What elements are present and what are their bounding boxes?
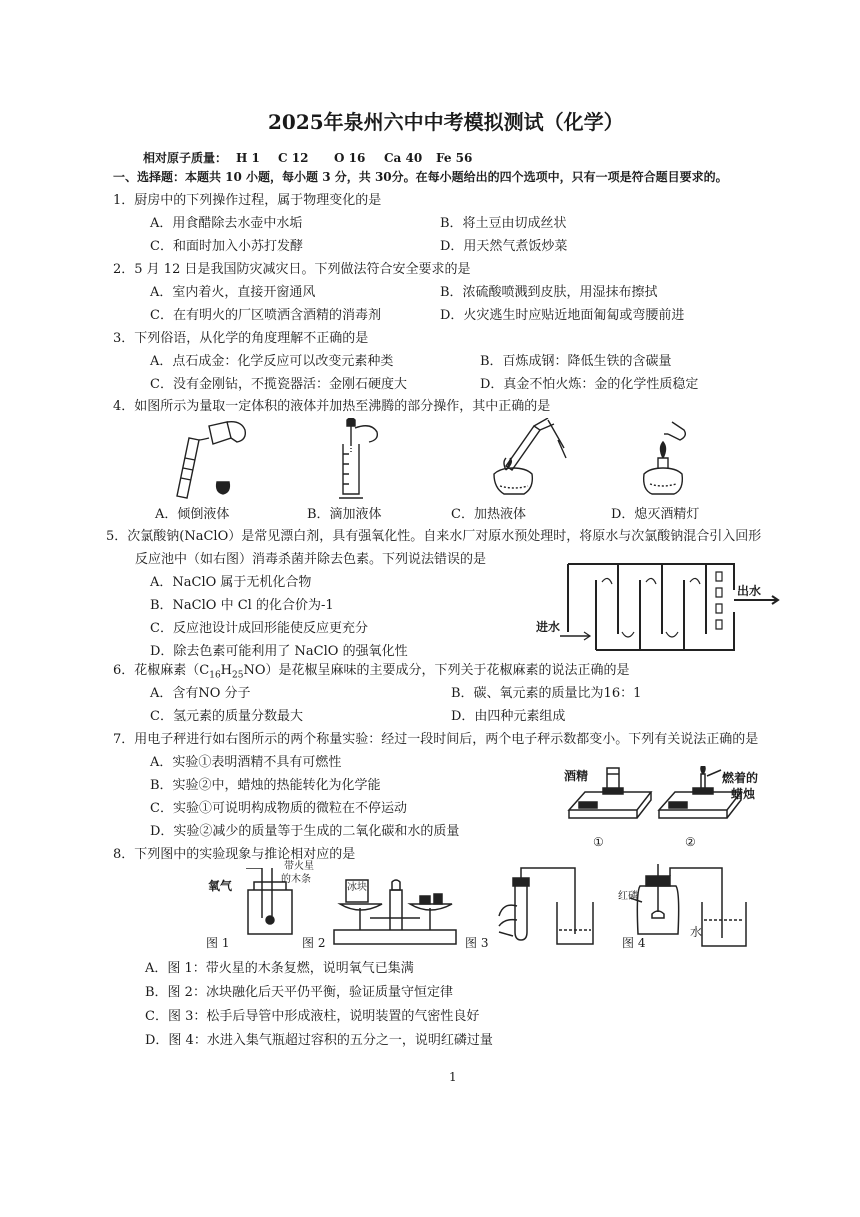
q7-stem: 7．用电子秤进行如右图所示的两个称量实验：经过一段时间后，两个电子秤示数都变小。下列有关说法正确的是 (113, 732, 759, 747)
q3-option-a: A．点石成金：化学反应可以改变元素种类 (150, 354, 394, 369)
q8-option-d: D．图 4：水进入集气瓶超过容积的五分之一，说明红磷过量 (145, 1033, 493, 1048)
page-title: 2025年泉州六中中考模拟测试（化学） (268, 110, 624, 134)
q7-option-a: A．实验①表明酒精不具有可燃性 (150, 755, 342, 770)
q8-fig2-label: 图 2 (302, 936, 326, 950)
q7-fig-alcohol-label: 酒精 (564, 769, 589, 783)
q4-option-d: D．熄灭酒精灯 (611, 507, 700, 522)
q4-option-a: A．倾倒液体 (155, 507, 230, 522)
q7-option-b: B．实验②中，蜡烛的热能转化为化学能 (150, 778, 381, 793)
q5-stem-continued: 反应池中（如右图）消毒杀菌并除去色素。下列说法错误的是 (135, 552, 487, 567)
q2-option-b: B．浓硫酸喷溅到皮肤，用湿抹布擦拭 (440, 285, 658, 300)
q4-stem: 4．如图所示为量取一定体积的液体并加热至沸腾的部分操作，其中正确的是 (113, 399, 551, 414)
q6-sub-h: 25 (232, 670, 244, 681)
q6-stem-post: NO）是花椒呈麻味的主要成分，下列关于花椒麻素的说法正确的是 (243, 663, 630, 678)
q7-fig-number-2: ② (685, 835, 696, 849)
q6-sub-c: 16 (209, 670, 221, 681)
q4-figure-pouring (165, 418, 255, 500)
q8-fig1-oxygen-label: 氧气 (208, 879, 233, 893)
q3-option-d: D．真金不怕火炼：金的化学性质稳定 (480, 377, 699, 392)
section-heading: 一、选择题：本题共 10 小题，每小题 3 分，共 30分。在每小题给出的四个选项中，只有一项是符合题目要求的。 (113, 170, 728, 184)
q4-option-c: C．加热液体 (451, 507, 526, 522)
q5-option-b: B．NaClO 中 Cl 的化合价为-1 (150, 598, 334, 613)
q8-figure-3-airtightness (495, 866, 595, 946)
q8-option-c: C．图 3：松手后导管中形成液柱，说明装置的气密性良好 (145, 1009, 480, 1024)
q5-option-d: D．除去色素可能利用了 NaClO 的强氧化性 (150, 644, 408, 659)
q5-reaction-tank-diagram (560, 562, 780, 654)
q5-option-c: C．反应池设计成回形能使反应更充分 (150, 621, 368, 636)
q1-option-d: D．用天然气煮饭炒菜 (440, 239, 568, 254)
q1-option-b: B．将土豆由切成丝状 (440, 216, 567, 231)
q4-figure-dropping (313, 418, 393, 500)
atomic-mass-c: C 12 (278, 151, 309, 165)
q1-option-c: C．和面时加入小苏打发酵 (150, 239, 303, 254)
q8-fig4-label: 图 4 (622, 936, 646, 950)
q7-fig-candle-label-1: 燃着的 (722, 771, 759, 785)
q1-option-a: A．用食醋除去水壶中水垢 (150, 216, 303, 231)
q2-option-d: D．火灾逃生时应贴近地面匍匐或弯腰前进 (440, 308, 685, 323)
q5-fig-inlet-label: 进水 (536, 620, 561, 634)
q6-option-b: B．碳、氧元素的质量比为16：1 (451, 686, 642, 701)
q8-fig1-stick-label-2: 的木条 (281, 874, 311, 885)
page-number: 1 (449, 1070, 457, 1084)
atomic-mass-label: 相对原子质量： (143, 151, 228, 165)
q3-option-c: C．没有金刚钻，不揽瓷器活：金刚石硬度大 (150, 377, 407, 392)
q2-stem: 2．5 月 12 日是我国防灾减灾日。下列做法符合安全要求的是 (113, 262, 471, 277)
q8-fig4-phosphorus-label: 红磷 (618, 891, 638, 902)
q4-figure-extinguishing (628, 418, 698, 500)
q5-stem: 5．次氯酸钠(NaClO）是常见漂白剂，具有强氧化性。自来水厂对原水预处理时，将原水与次氯酸钠混合引入回形 (106, 529, 762, 544)
q5-option-a: A．NaClO 属于无机化合物 (150, 575, 312, 590)
q3-stem: 3．下列俗语，从化学的角度理解不正确的是 (113, 331, 369, 346)
q2-option-c: C．在有明火的厂区喷洒含酒精的消毒剂 (150, 308, 381, 323)
q7-fig-number-1: ① (593, 835, 604, 849)
atomic-mass-fe: Fe 56 (436, 151, 473, 165)
q8-option-b: B．图 2：冰块融化后天平仍平衡，验证质量守恒定律 (145, 985, 453, 1000)
q6-option-d: D．由四种元素组成 (451, 709, 566, 724)
q7-option-d: D．实验②减少的质量等于生成的二氧化碳和水的质量 (150, 824, 460, 839)
q7-option-c: C．实验①可说明构成物质的微粒在不停运动 (150, 801, 407, 816)
q8-option-a: A．图 1：带火星的木条复燃，说明氧气已集满 (145, 961, 414, 976)
atomic-mass-h: H 1 (236, 151, 260, 165)
q6-stem-pre: 6．花椒麻素（C (113, 663, 210, 678)
q8-stem: 8．下列图中的实验现象与推论相对应的是 (113, 847, 356, 862)
q8-fig4-water-label: 水 (690, 925, 703, 939)
q6-stem-h: H (220, 663, 233, 678)
q8-fig3-label: 图 3 (465, 936, 489, 950)
q3-option-b: B．百炼成钢：降低生铁的含碳量 (480, 354, 672, 369)
q5-fig-outlet-label: 出水 (737, 584, 762, 598)
q6-option-c: C．氢元素的质量分数最大 (150, 709, 303, 724)
q8-fig1-stick-label-1: 带火星 (284, 861, 314, 872)
q4-option-b: B．滴加液体 (307, 507, 382, 522)
q6-option-a: A．含有NO 分子 (150, 686, 251, 701)
q6-stem (113, 664, 630, 681)
q8-fig1-label: 图 1 (206, 936, 230, 950)
q7-fig-candle-label-2: 蜡烛 (731, 787, 756, 801)
q2-option-a: A．室内着火，直接开窗通风 (150, 285, 316, 300)
q1-stem: 1．厨房中的下列操作过程，属于物理变化的是 (113, 193, 382, 208)
q8-fig2-ice-label: 冰块 (347, 882, 367, 893)
atomic-mass-o: O 16 (334, 151, 366, 165)
q4-figure-heating (470, 418, 570, 500)
atomic-mass-ca: Ca 40 (384, 151, 423, 165)
